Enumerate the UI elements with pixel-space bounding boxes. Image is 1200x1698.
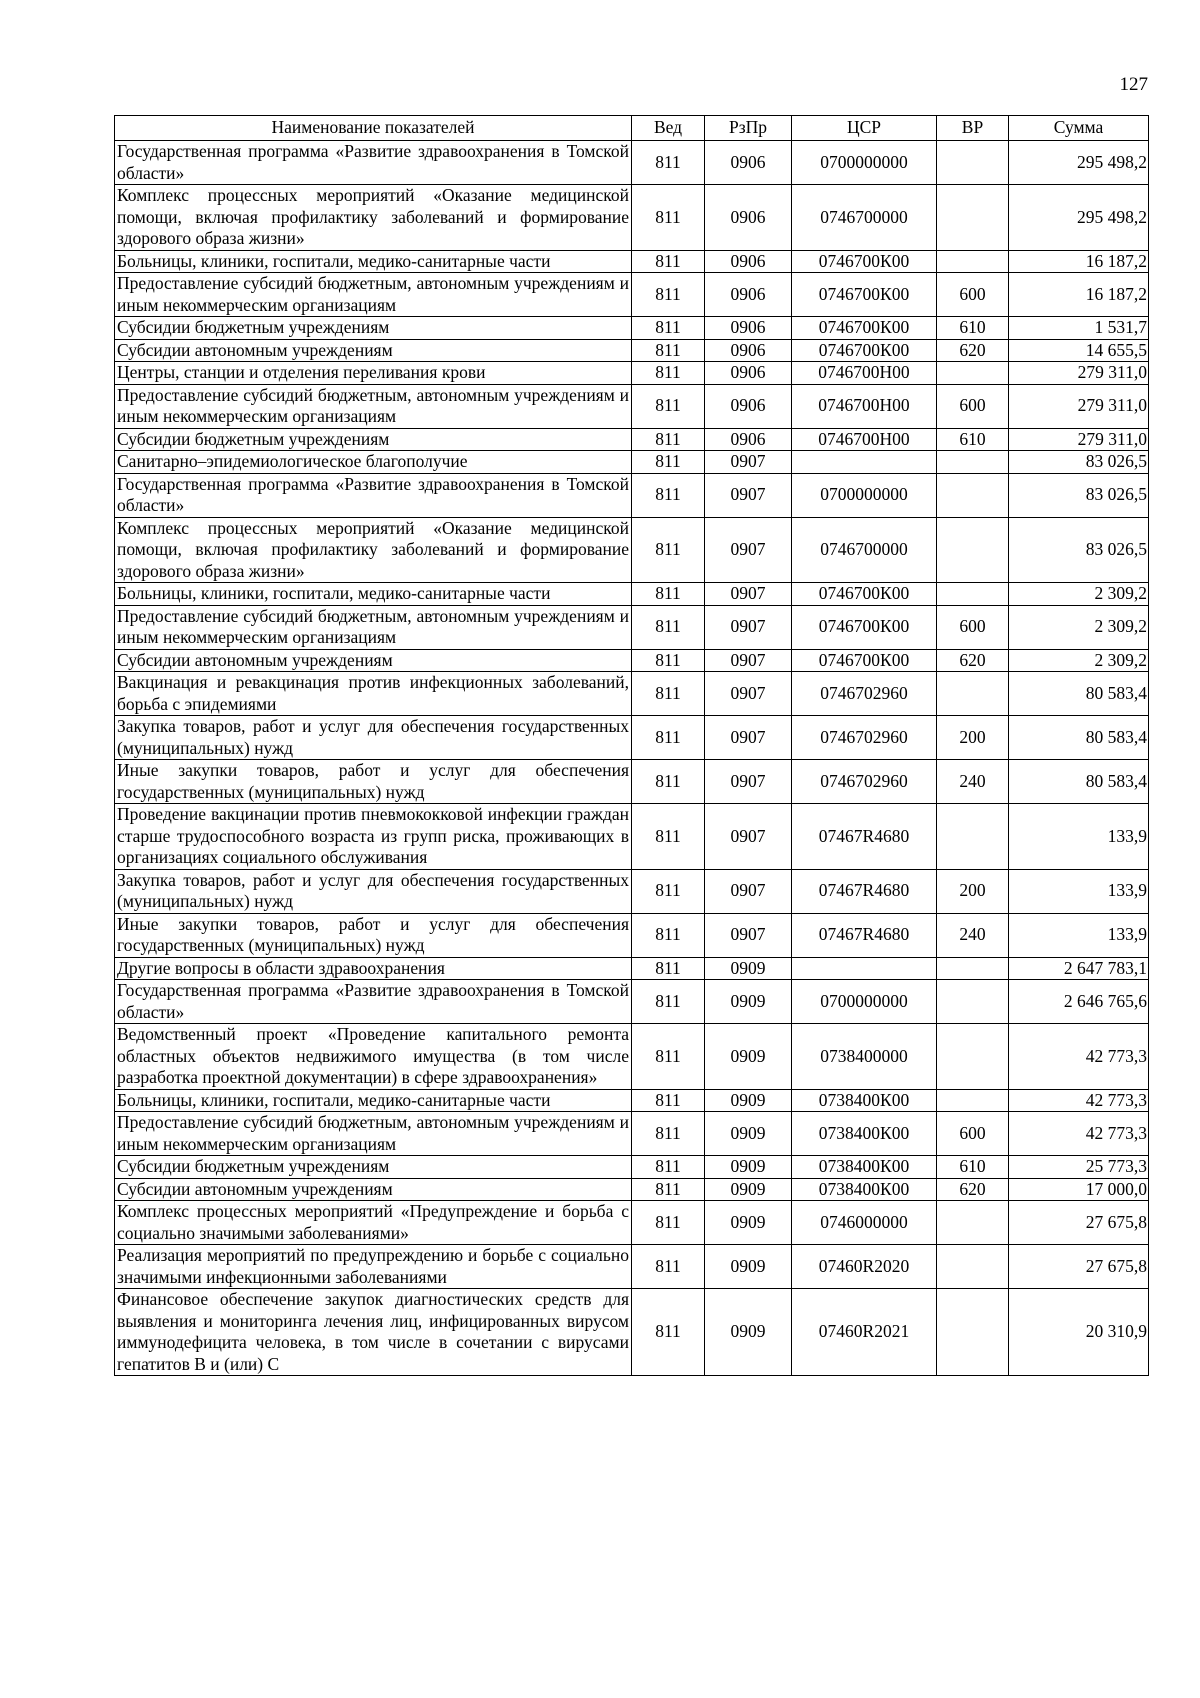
cell-vr: [937, 804, 1009, 870]
table-row: [115, 250, 1149, 273]
table-row: [115, 1178, 1149, 1201]
cell-csr: 0746700000: [792, 517, 937, 583]
cell-ved: 811: [632, 1024, 705, 1090]
cell-vr: 600: [937, 1112, 1009, 1156]
cell-rzpr: 0906: [705, 273, 792, 317]
cell-name: Ведомственный проект «Проведение капитального ремонта областных объектов недвижимого имущества (в том числе разработка проектной документации) в сфере здравоохранения»: [115, 1024, 632, 1090]
cell-vr: [937, 583, 1009, 606]
table-row: [115, 957, 1149, 980]
cell-vr: [937, 672, 1009, 716]
cell-name: Субсидии бюджетным учреждениям: [115, 317, 632, 340]
table-row: [115, 317, 1149, 340]
cell-vr: 240: [937, 760, 1009, 804]
table-row: [115, 517, 1149, 583]
cell-ved: 811: [632, 1178, 705, 1201]
cell-csr: 0738400К00: [792, 1156, 937, 1179]
cell-sum: 133,9: [1009, 869, 1149, 913]
cell-name: Больницы, клиники, госпитали, медико-санитарные части: [115, 583, 632, 606]
cell-csr: 07467R4680: [792, 804, 937, 870]
cell-vr: [937, 517, 1009, 583]
cell-sum: 83 026,5: [1009, 451, 1149, 474]
cell-csr: 0746700К00: [792, 583, 937, 606]
cell-sum: 2 646 765,6: [1009, 980, 1149, 1024]
cell-rzpr: 0907: [705, 804, 792, 870]
cell-vr: [937, 957, 1009, 980]
cell-name: Центры, станции и отделения переливания крови: [115, 362, 632, 385]
cell-ved: 811: [632, 451, 705, 474]
cell-ved: 811: [632, 605, 705, 649]
cell-csr: 0746700К00: [792, 317, 937, 340]
cell-ved: 811: [632, 273, 705, 317]
cell-vr: 620: [937, 1178, 1009, 1201]
cell-vr: 620: [937, 649, 1009, 672]
table-row: [115, 804, 1149, 870]
cell-name: Другие вопросы в области здравоохранения: [115, 957, 632, 980]
cell-csr: 07467R4680: [792, 913, 937, 957]
cell-rzpr: 0909: [705, 980, 792, 1024]
cell-rzpr: 0909: [705, 1156, 792, 1179]
cell-ved: 811: [632, 185, 705, 251]
cell-sum: 16 187,2: [1009, 273, 1149, 317]
header-row: [115, 116, 1149, 141]
cell-vr: 620: [937, 339, 1009, 362]
cell-vr: 240: [937, 913, 1009, 957]
cell-sum: 42 773,3: [1009, 1089, 1149, 1112]
cell-rzpr: 0909: [705, 1201, 792, 1245]
cell-sum: 80 583,4: [1009, 716, 1149, 760]
cell-rzpr: 0906: [705, 185, 792, 251]
cell-name: Проведение вакцинации против пневмококковой инфекции граждан старше трудоспособного возраста из групп риска, проживающих в организациях социального обслуживания: [115, 804, 632, 870]
cell-sum: 2 309,2: [1009, 583, 1149, 606]
cell-name: Государственная программа «Развитие здравоохранения в Томской области»: [115, 473, 632, 517]
cell-rzpr: 0907: [705, 473, 792, 517]
cell-rzpr: 0907: [705, 913, 792, 957]
table-row: [115, 869, 1149, 913]
cell-ved: 811: [632, 362, 705, 385]
table-row: [115, 649, 1149, 672]
cell-rzpr: 0909: [705, 957, 792, 980]
cell-csr: [792, 451, 937, 474]
table-row: [115, 980, 1149, 1024]
cell-csr: 0746700Н00: [792, 428, 937, 451]
cell-sum: 27 675,8: [1009, 1245, 1149, 1289]
cell-rzpr: 0907: [705, 517, 792, 583]
cell-rzpr: 0909: [705, 1024, 792, 1090]
cell-ved: 811: [632, 141, 705, 185]
cell-csr: 0700000000: [792, 141, 937, 185]
cell-csr: 0746700К00: [792, 250, 937, 273]
cell-ved: 811: [632, 804, 705, 870]
cell-vr: [937, 141, 1009, 185]
cell-rzpr: 0907: [705, 605, 792, 649]
cell-name: Больницы, клиники, госпитали, медико-санитарные части: [115, 1089, 632, 1112]
cell-name: Комплекс процессных мероприятий «Оказание медицинской помощи, включая профилактику заболеваний и формирование здорового образа жизни»: [115, 185, 632, 251]
table-row: [115, 605, 1149, 649]
cell-vr: [937, 1024, 1009, 1090]
table-row: [115, 1245, 1149, 1289]
cell-ved: 811: [632, 384, 705, 428]
header-vr: ВР: [937, 116, 1009, 141]
cell-ved: 811: [632, 869, 705, 913]
table-row: [115, 1156, 1149, 1179]
budget-table: [114, 115, 1149, 1376]
cell-vr: [937, 473, 1009, 517]
cell-sum: 83 026,5: [1009, 517, 1149, 583]
cell-rzpr: 0907: [705, 672, 792, 716]
cell-vr: [937, 1089, 1009, 1112]
table-row: [115, 428, 1149, 451]
table-row: [115, 141, 1149, 185]
cell-csr: 0738400К00: [792, 1112, 937, 1156]
cell-rzpr: 0907: [705, 649, 792, 672]
cell-rzpr: 0907: [705, 716, 792, 760]
cell-ved: 811: [632, 1089, 705, 1112]
cell-vr: 200: [937, 716, 1009, 760]
cell-name: Финансовое обеспечение закупок диагностических средств для выявления и мониторинга лечения лиц, инфицированных вирусом иммунодефицита человека, в том числе в сочетании с вирусами гепатитов В и (или) С: [115, 1289, 632, 1376]
cell-name: Предоставление субсидий бюджетным, автономным учреждениям и иным некоммерческим организациям: [115, 605, 632, 649]
cell-csr: 0746702960: [792, 716, 937, 760]
cell-csr: 0746700К00: [792, 649, 937, 672]
cell-vr: 610: [937, 428, 1009, 451]
cell-rzpr: 0907: [705, 451, 792, 474]
cell-sum: 20 310,9: [1009, 1289, 1149, 1376]
cell-rzpr: 0906: [705, 428, 792, 451]
table-row: [115, 1024, 1149, 1090]
cell-sum: 17 000,0: [1009, 1178, 1149, 1201]
cell-ved: 811: [632, 1245, 705, 1289]
table-body: [115, 141, 1149, 1376]
cell-ved: 811: [632, 1201, 705, 1245]
cell-vr: [937, 451, 1009, 474]
cell-ved: 811: [632, 317, 705, 340]
cell-csr: 0738400К00: [792, 1178, 937, 1201]
cell-name: Субсидии автономным учреждениям: [115, 339, 632, 362]
header-name: Наименование показателей: [115, 116, 632, 141]
cell-sum: 42 773,3: [1009, 1112, 1149, 1156]
cell-csr: 0738400К00: [792, 1089, 937, 1112]
cell-sum: 279 311,0: [1009, 362, 1149, 385]
table-row: [115, 473, 1149, 517]
cell-name: Государственная программа «Развитие здравоохранения в Томской области»: [115, 980, 632, 1024]
cell-vr: 610: [937, 317, 1009, 340]
cell-csr: [792, 957, 937, 980]
cell-name: Субсидии бюджетным учреждениям: [115, 428, 632, 451]
cell-ved: 811: [632, 649, 705, 672]
cell-sum: 133,9: [1009, 804, 1149, 870]
table-row: [115, 362, 1149, 385]
cell-ved: 811: [632, 980, 705, 1024]
table-row: [115, 1201, 1149, 1245]
cell-sum: 83 026,5: [1009, 473, 1149, 517]
cell-csr: 07467R4680: [792, 869, 937, 913]
cell-csr: 0746700К00: [792, 339, 937, 362]
cell-rzpr: 0906: [705, 362, 792, 385]
cell-sum: 1 531,7: [1009, 317, 1149, 340]
cell-rzpr: 0909: [705, 1178, 792, 1201]
cell-ved: 811: [632, 913, 705, 957]
cell-vr: 200: [937, 869, 1009, 913]
cell-csr: 0738400000: [792, 1024, 937, 1090]
cell-name: Вакцинация и ревакцинация против инфекционных заболеваний, борьба с эпидемиями: [115, 672, 632, 716]
cell-name: Государственная программа «Развитие здравоохранения в Томской области»: [115, 141, 632, 185]
table-row: [115, 273, 1149, 317]
page-number: 127: [1119, 74, 1148, 95]
header-rzpr: РзПр: [705, 116, 792, 141]
cell-csr: 0746700Н00: [792, 384, 937, 428]
cell-csr: 07460R2020: [792, 1245, 937, 1289]
cell-csr: 0746000000: [792, 1201, 937, 1245]
cell-sum: 27 675,8: [1009, 1201, 1149, 1245]
cell-name: Иные закупки товаров, работ и услуг для обеспечения государственных (муниципальных) нужд: [115, 913, 632, 957]
cell-csr: 07460R2021: [792, 1289, 937, 1376]
header-sum: Сумма: [1009, 116, 1149, 141]
table-row: [115, 760, 1149, 804]
cell-rzpr: 0906: [705, 250, 792, 273]
cell-sum: 16 187,2: [1009, 250, 1149, 273]
cell-name: Иные закупки товаров, работ и услуг для обеспечения государственных (муниципальных) нужд: [115, 760, 632, 804]
cell-rzpr: 0907: [705, 760, 792, 804]
cell-csr: 0700000000: [792, 473, 937, 517]
table-row: [115, 1089, 1149, 1112]
cell-name: Санитарно–эпидемиологическое благополучие: [115, 451, 632, 474]
cell-ved: 811: [632, 517, 705, 583]
cell-sum: 80 583,4: [1009, 672, 1149, 716]
table-row: [115, 1289, 1149, 1376]
cell-vr: [937, 980, 1009, 1024]
cell-rzpr: 0906: [705, 317, 792, 340]
cell-csr: 0746700Н00: [792, 362, 937, 385]
cell-name: Субсидии автономным учреждениям: [115, 649, 632, 672]
cell-ved: 811: [632, 583, 705, 606]
cell-sum: 133,9: [1009, 913, 1149, 957]
cell-name: Предоставление субсидий бюджетным, автономным учреждениям и иным некоммерческим организациям: [115, 1112, 632, 1156]
cell-rzpr: 0909: [705, 1089, 792, 1112]
cell-name: Комплекс процессных мероприятий «Оказание медицинской помощи, включая профилактику заболеваний и формирование здорового образа жизни»: [115, 517, 632, 583]
cell-vr: 600: [937, 273, 1009, 317]
cell-csr: 0746702960: [792, 672, 937, 716]
cell-vr: [937, 362, 1009, 385]
cell-ved: 811: [632, 1156, 705, 1179]
cell-sum: 279 311,0: [1009, 428, 1149, 451]
cell-name: Комплекс процессных мероприятий «Предупреждение и борьба с социально значимыми заболеваниями»: [115, 1201, 632, 1245]
cell-sum: 42 773,3: [1009, 1024, 1149, 1090]
cell-rzpr: 0906: [705, 384, 792, 428]
cell-vr: 600: [937, 605, 1009, 649]
cell-rzpr: 0909: [705, 1112, 792, 1156]
cell-sum: 2 309,2: [1009, 605, 1149, 649]
cell-rzpr: 0906: [705, 141, 792, 185]
cell-sum: 2 647 783,1: [1009, 957, 1149, 980]
cell-vr: [937, 1245, 1009, 1289]
table-row: [115, 451, 1149, 474]
cell-sum: 295 498,2: [1009, 141, 1149, 185]
table-row: [115, 583, 1149, 606]
cell-sum: 25 773,3: [1009, 1156, 1149, 1179]
cell-name: Больницы, клиники, госпитали, медико-санитарные части: [115, 250, 632, 273]
cell-name: Реализация мероприятий по предупреждению и борьбе с социально значимыми инфекционными заболеваниями: [115, 1245, 632, 1289]
cell-ved: 811: [632, 957, 705, 980]
table-row: [115, 339, 1149, 362]
cell-rzpr: 0907: [705, 869, 792, 913]
table-header: [115, 116, 1149, 141]
cell-ved: 811: [632, 760, 705, 804]
cell-ved: 811: [632, 1289, 705, 1376]
cell-vr: 600: [937, 384, 1009, 428]
cell-ved: 811: [632, 250, 705, 273]
table-row: [115, 716, 1149, 760]
cell-name: Субсидии автономным учреждениям: [115, 1178, 632, 1201]
cell-name: Субсидии бюджетным учреждениям: [115, 1156, 632, 1179]
cell-sum: 279 311,0: [1009, 384, 1149, 428]
cell-name: Закупка товаров, работ и услуг для обеспечения государственных (муниципальных) нужд: [115, 716, 632, 760]
cell-ved: 811: [632, 473, 705, 517]
cell-name: Предоставление субсидий бюджетным, автономным учреждениям и иным некоммерческим организациям: [115, 384, 632, 428]
cell-csr: 0746702960: [792, 760, 937, 804]
header-csr: ЦСР: [792, 116, 937, 141]
table-row: [115, 913, 1149, 957]
table-row: [115, 672, 1149, 716]
cell-name: Предоставление субсидий бюджетным, автономным учреждениям и иным некоммерческим организациям: [115, 273, 632, 317]
cell-csr: 0700000000: [792, 980, 937, 1024]
cell-csr: 0746700К00: [792, 273, 937, 317]
cell-ved: 811: [632, 428, 705, 451]
cell-vr: [937, 250, 1009, 273]
cell-sum: 295 498,2: [1009, 185, 1149, 251]
cell-rzpr: 0909: [705, 1289, 792, 1376]
cell-vr: [937, 185, 1009, 251]
cell-ved: 811: [632, 716, 705, 760]
cell-sum: 2 309,2: [1009, 649, 1149, 672]
table-row: [115, 1112, 1149, 1156]
cell-ved: 811: [632, 1112, 705, 1156]
table-row: [115, 185, 1149, 251]
cell-vr: [937, 1201, 1009, 1245]
header-ved: Вед: [632, 116, 705, 141]
cell-rzpr: 0909: [705, 1245, 792, 1289]
cell-rzpr: 0907: [705, 583, 792, 606]
table-row: [115, 384, 1149, 428]
cell-csr: 0746700000: [792, 185, 937, 251]
cell-ved: 811: [632, 339, 705, 362]
cell-csr: 0746700К00: [792, 605, 937, 649]
cell-name: Закупка товаров, работ и услуг для обеспечения государственных (муниципальных) нужд: [115, 869, 632, 913]
cell-vr: [937, 1289, 1009, 1376]
cell-sum: 80 583,4: [1009, 760, 1149, 804]
cell-vr: 610: [937, 1156, 1009, 1179]
cell-sum: 14 655,5: [1009, 339, 1149, 362]
cell-rzpr: 0906: [705, 339, 792, 362]
cell-ved: 811: [632, 672, 705, 716]
